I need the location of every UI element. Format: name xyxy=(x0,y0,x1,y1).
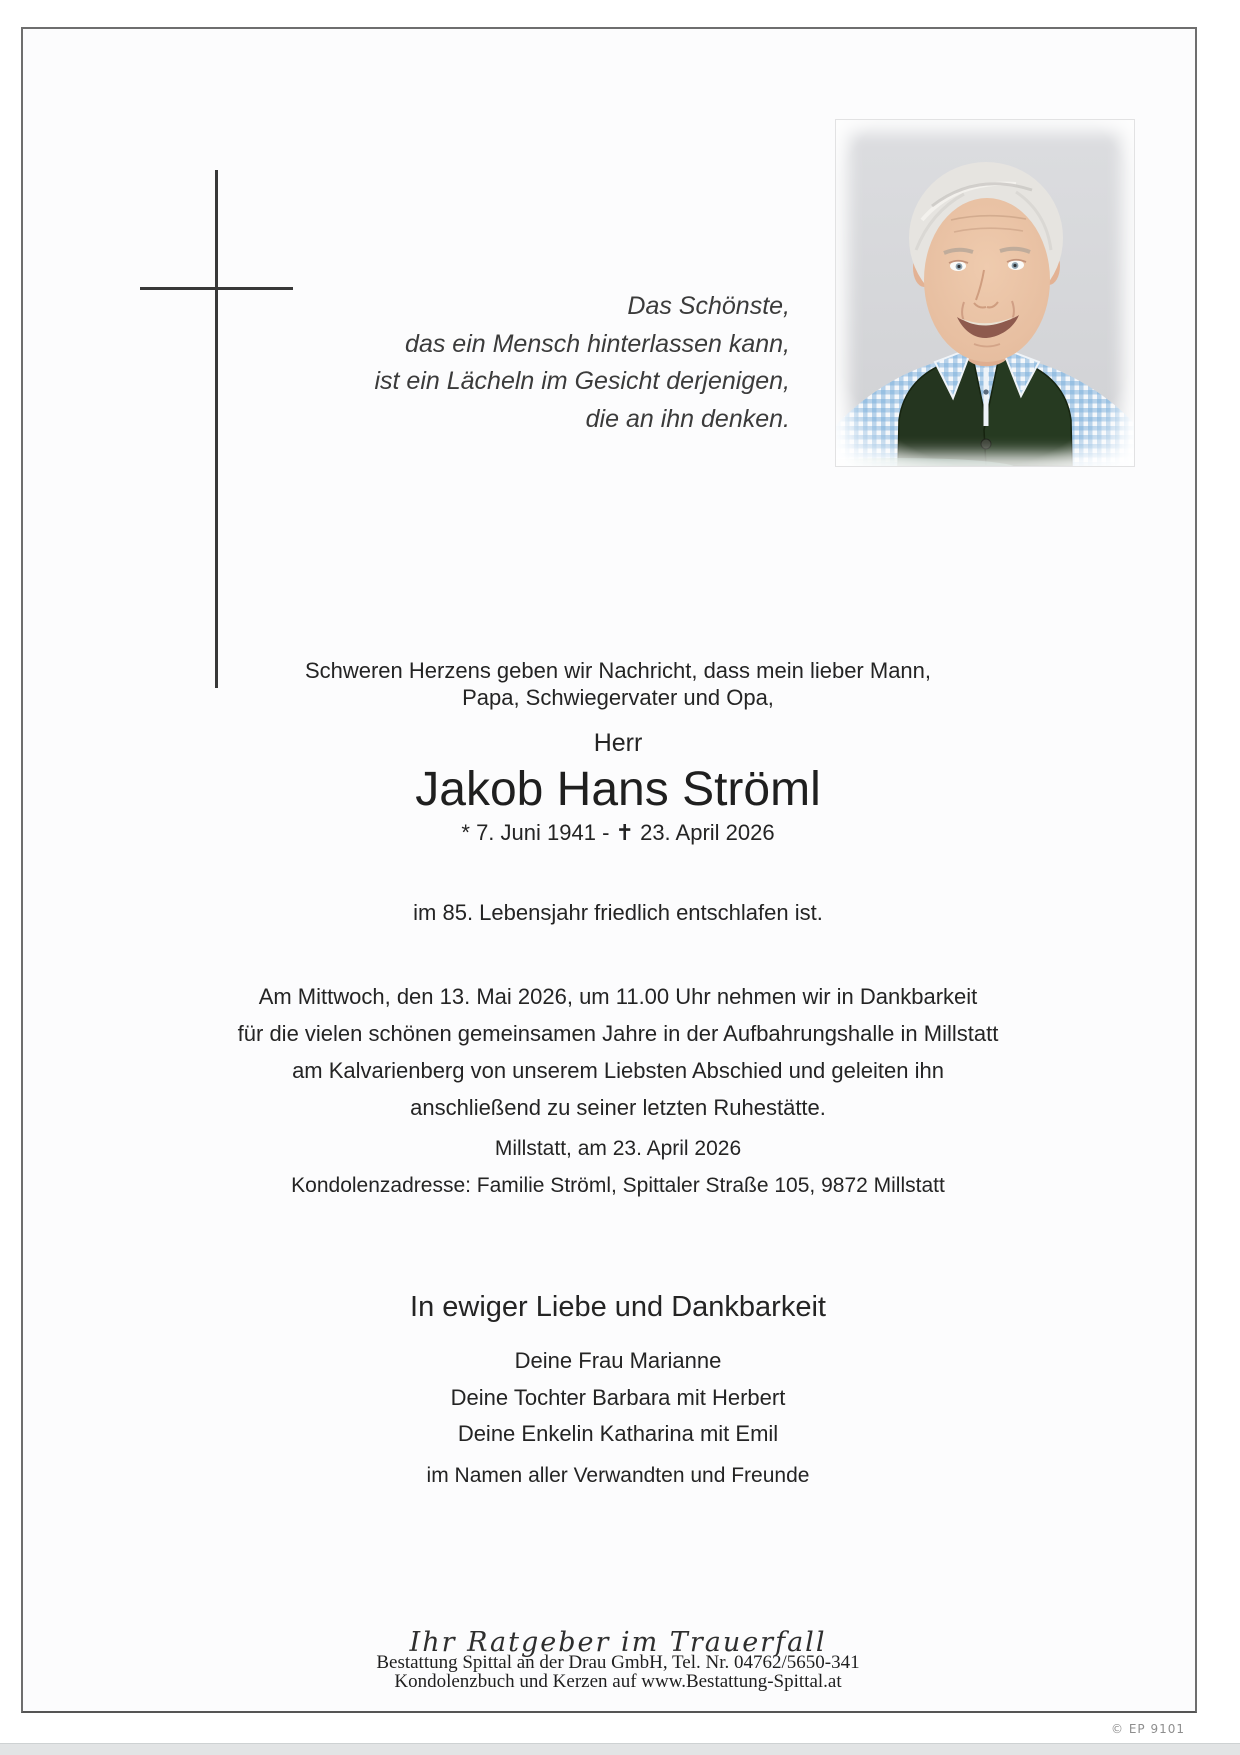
page xyxy=(21,27,1197,1713)
quote-line: die an ihn denken. xyxy=(585,404,790,433)
birth-date: 7. Juni 1941 xyxy=(476,820,596,845)
family-member-line: Deine Enkelin Katharina mit Emil xyxy=(457,1421,779,1446)
quote-line: das ein Mensch hinterlassen kann, xyxy=(405,329,790,358)
deceased-name: Jakob Hans Ströml xyxy=(415,763,821,816)
family-member-line: Deine Frau Marianne xyxy=(514,1348,722,1373)
announcement-line: Schweren Herzens geben wir Nachricht, dass mein lieber Mann, xyxy=(304,658,932,683)
condolence-address-line: Kondolenzadresse: Familie Ströml, Spittaler Straße 105, 9872 Millstatt xyxy=(291,1174,945,1197)
on-behalf-line: im Namen aller Verwandten und Freunde xyxy=(426,1464,810,1487)
passing-note: im 85. Lebensjahr friedlich entschlafen ist. xyxy=(413,900,823,925)
copyright-code: © EP 9101 xyxy=(1111,1722,1185,1736)
funeral-home-slogan: Ihr Ratgeber im Trauerfall xyxy=(409,1627,827,1658)
scan-edge-bar xyxy=(0,1743,1240,1755)
closing-line: In ewiger Liebe und Dankbarkeit xyxy=(410,1291,826,1323)
funeral-line: anschließend zu seiner letzten Ruhestätte. xyxy=(410,1095,826,1120)
funeral-details xyxy=(32,978,1204,1126)
death-date: 23. April 2026 xyxy=(640,820,775,845)
salutation: Herr xyxy=(593,729,643,757)
dates-separator: - xyxy=(602,820,610,845)
life-dates xyxy=(32,819,1204,846)
funeral-home-website-line: Kondolenzbuch und Kerzen auf www.Bestattung-Spittal.at xyxy=(394,1671,842,1692)
family-member-line: Deine Tochter Barbara mit Herbert xyxy=(450,1384,786,1410)
quote-line: ist ein Lächeln im Gesicht derjenigen, xyxy=(374,367,790,395)
family-list xyxy=(32,1343,1204,1453)
quote-line: Das Schönste, xyxy=(627,292,790,320)
announcement-text xyxy=(32,657,1204,711)
funeral-line: am Kalvarienberg von unserem Liebsten Abschied und geleiten ihn xyxy=(292,1058,944,1083)
funeral-line: für die vielen schönen gemeinsamen Jahre in der Aufbahrungshalle in Millstatt xyxy=(237,1021,999,1046)
place-date-line: Millstatt, am 23. April 2026 xyxy=(494,1137,742,1160)
funeral-home-contact: Bestattung Spittal an der Drau GmbH, Tel. Nr. 04762/5650-341 xyxy=(376,1652,860,1673)
death-cross-icon: ✝ xyxy=(615,820,634,845)
text-column xyxy=(32,29,1204,1711)
funeral-line: Am Mittwoch, den 13. Mai 2026, um 11.00 Uhr nehmen wir in Dankbarkeit xyxy=(258,984,978,1009)
birth-star-icon: * xyxy=(461,820,470,845)
announcement-line: Papa, Schwiegervater und Opa, xyxy=(462,685,774,710)
